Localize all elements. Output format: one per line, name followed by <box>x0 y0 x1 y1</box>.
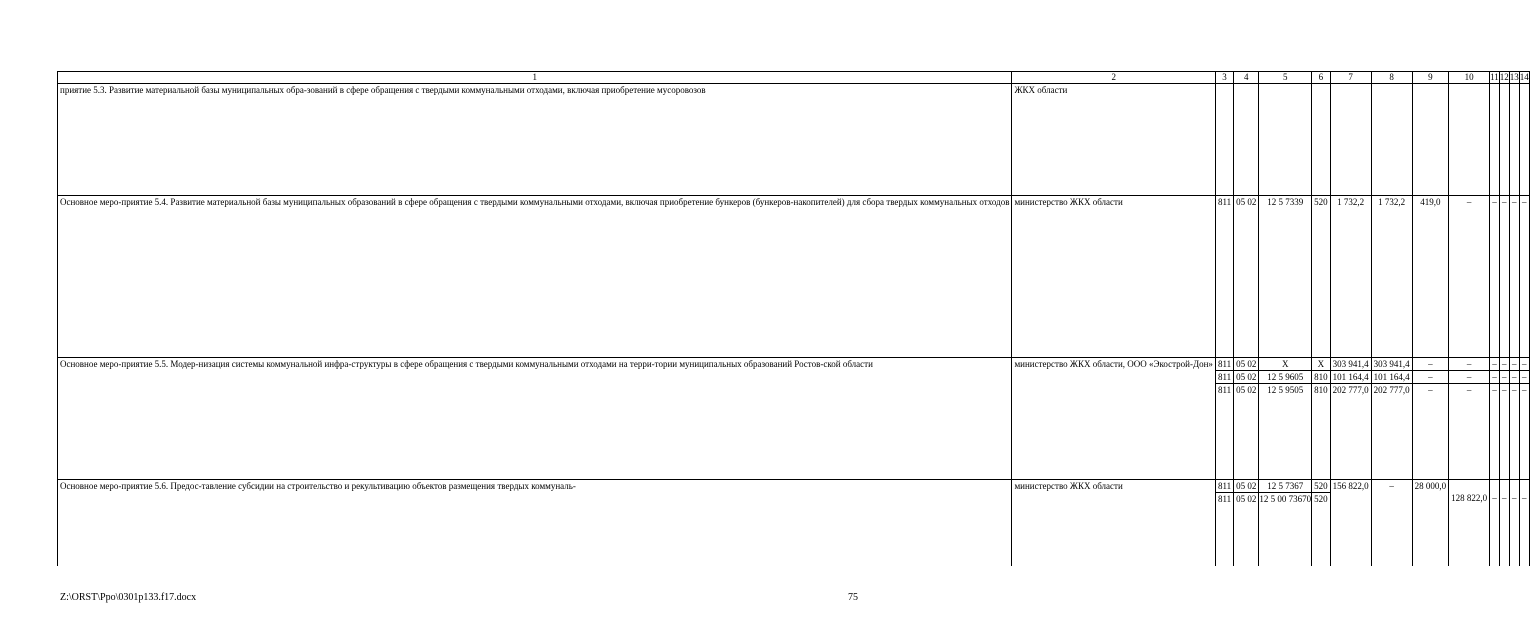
cell-year-1: – <box>1371 480 1412 566</box>
cell-year-6: – <box>1509 358 1519 371</box>
col-number-6: 6 <box>1312 72 1331 84</box>
cell-csr: 12 5 9605 <box>1259 371 1312 384</box>
footer-file-path: Z:\ORST\Ppo\0301p133.f17.docx <box>60 592 197 603</box>
cell-year-4: – <box>1490 480 1500 566</box>
cell-year-4: – <box>1490 196 1500 358</box>
cell-year-3: – <box>1449 384 1490 480</box>
column-number-row <box>58 72 1530 84</box>
executor: министерство ЖКХ области, ООО «Экострой-Дон» <box>1012 358 1215 480</box>
col-number-9: 9 <box>1412 72 1449 84</box>
activity-name: Основное меро-приятие 5.6. Предос-тавление субсидии на строительство и рекультивацию объектов размещения твердых коммуналь- <box>58 480 1012 566</box>
col-number-10: 10 <box>1449 72 1490 84</box>
cell-year-7: – <box>1519 358 1529 371</box>
cell-year-3: – <box>1449 358 1490 371</box>
activity-name: Основное меро-приятие 5.5. Модер-низация системы коммунальной инфра-структуры в сфере обращения с твердыми коммунальными отходами на терри-тории муниципальных образований Ростов-ской области <box>58 358 1012 480</box>
cell-year-6: – <box>1509 480 1519 566</box>
cell-total: 303 941,4 <box>1330 358 1371 371</box>
col-number-13: 13 <box>1509 72 1519 82</box>
table-row-5-3 <box>58 84 1530 196</box>
cell-grbs: 811 <box>1215 384 1233 480</box>
col-number-3: 3 <box>1215 72 1233 84</box>
cell-total: 202 777,0 <box>1330 384 1371 480</box>
cell-vr: 810 <box>1312 384 1331 480</box>
table-row-5-4 <box>58 196 1530 358</box>
cell-grbs: 811 <box>1215 358 1233 371</box>
cell-year-5: – <box>1499 480 1509 566</box>
cell-year-1: 101 164,4 <box>1371 371 1412 384</box>
cell-rzpr: 05 02 <box>1234 384 1259 480</box>
executor: министерство ЖКХ области <box>1012 196 1215 358</box>
cell-grbs: 811 <box>1215 196 1233 358</box>
cell-csr: 12 5 7339 <box>1259 196 1312 358</box>
cell-total: 101 164,4 <box>1330 371 1371 384</box>
cell-year-3: – <box>1449 196 1490 358</box>
cell-rzpr: 05 02 <box>1234 358 1259 371</box>
cell-year-7: – <box>1519 371 1529 384</box>
cell-vr-line-2: 520 <box>1314 494 1328 504</box>
cell-year-7: – <box>1519 480 1529 566</box>
cell-year-4: – <box>1490 384 1500 480</box>
cell-total: 156 822,0 <box>1330 480 1371 566</box>
col-number-12: 12 <box>1499 72 1509 82</box>
cell-rzpr-line-1: 05 02 <box>1236 481 1257 491</box>
cell-vr: 810 <box>1312 371 1331 384</box>
cell-csr: X <box>1259 358 1312 371</box>
budget-table <box>57 71 1530 566</box>
activity-name: приятие 5.3. Развитие материальной базы муниципальных обра-зований в сфере обращения с твердыми коммунальными отходами, включая приобретение мусоровозов <box>58 84 1012 196</box>
executor: министерство ЖКХ области <box>1012 480 1215 566</box>
col-number-14: 14 <box>1519 72 1529 82</box>
activity-name: Основное меро-приятие 5.4. Развитие материальной базы муниципальных образований в сфере обращения с твердыми коммунальными отходами, включая приобретение бункеров (бункеров-накопителей) для сбора твердых коммунальных отходов <box>58 196 1012 358</box>
cell-vr <box>1312 480 1331 566</box>
col-number-11: 11 <box>1490 72 1499 82</box>
cell-year-1: 1 732,2 <box>1371 196 1412 358</box>
cell-vr: X <box>1312 358 1331 371</box>
col-number-7: 7 <box>1330 72 1371 84</box>
cell-year-5: – <box>1499 358 1509 371</box>
cell-year-3: – <box>1449 371 1490 384</box>
cell-year-6: – <box>1509 371 1519 384</box>
cell-rzpr: 05 02 <box>1234 196 1259 358</box>
table-row-5-6 <box>58 480 1530 566</box>
col-number-4: 4 <box>1234 72 1259 84</box>
cell-year-4: – <box>1490 358 1500 371</box>
cell-year-2: – <box>1412 358 1449 371</box>
cell-csr-line-2: 12 5 00 73670 <box>1259 494 1312 504</box>
cell-csr-line-1: 12 5 7367 <box>1259 480 1311 493</box>
executor: ЖКХ области <box>1012 84 1215 196</box>
cell-vr: 520 <box>1312 196 1331 358</box>
cell-year-4: – <box>1490 371 1500 384</box>
cell-year-5: – <box>1499 384 1509 480</box>
cell-year-7: – <box>1519 196 1529 358</box>
cell-grbs-line-2: 811 <box>1217 494 1232 504</box>
cell-year-7: – <box>1519 384 1529 480</box>
page-number: 75 <box>848 592 858 603</box>
cell-year-6: – <box>1509 196 1519 358</box>
cell-year-3: 128 822,0 <box>1449 480 1490 566</box>
cell-vr-line-1: 520 <box>1314 481 1328 491</box>
cell-grbs <box>1215 480 1233 566</box>
cell-rzpr-line-2: 05 02 <box>1236 494 1257 504</box>
cell-year-2: – <box>1412 371 1449 384</box>
cell-year-1: 303 941,4 <box>1371 358 1412 371</box>
cell-year-2: 28 000,0 <box>1412 480 1449 566</box>
col-number-8: 8 <box>1371 72 1412 84</box>
cell-year-2: – <box>1412 384 1449 480</box>
cell-year-2: 419,0 <box>1412 196 1449 358</box>
cell-rzpr <box>1234 480 1259 566</box>
cell-year-6: – <box>1509 384 1519 480</box>
cell-rzpr: 05 02 <box>1234 371 1259 384</box>
cell-total: 1 732,2 <box>1330 196 1371 358</box>
col-number-5: 5 <box>1259 72 1312 84</box>
cell-year-5: – <box>1499 371 1509 384</box>
cell-grbs-line-1: 811 <box>1217 481 1232 491</box>
col-number-1: 1 <box>58 72 1012 84</box>
cell-csr <box>1259 480 1312 566</box>
table-row-5-5-line-1 <box>58 358 1530 371</box>
cell-year-1: 202 777,0 <box>1371 384 1412 480</box>
cell-grbs: 811 <box>1215 371 1233 384</box>
col-number-2: 2 <box>1012 72 1215 84</box>
cell-year-5: – <box>1499 196 1509 358</box>
cell-csr: 12 5 9505 <box>1259 384 1312 480</box>
